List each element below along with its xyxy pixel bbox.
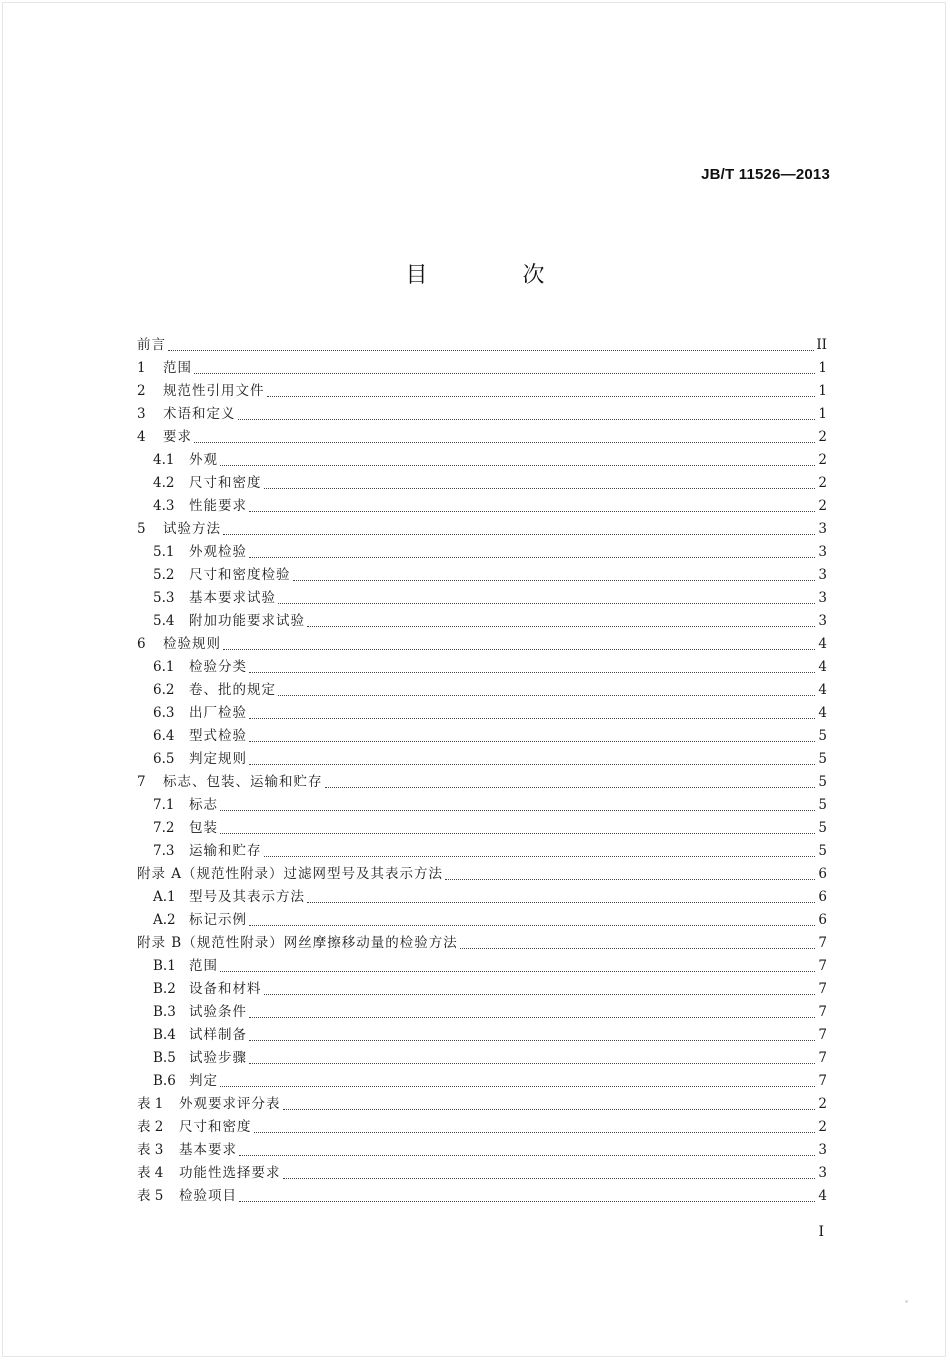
toc-entry[interactable] bbox=[137, 745, 827, 768]
toc-dot-leader bbox=[254, 1118, 816, 1133]
toc-entry-title: 试验条件 bbox=[189, 1004, 247, 1020]
toc-entry[interactable] bbox=[137, 515, 827, 538]
toc-entry-number: 表 1 bbox=[137, 1096, 164, 1112]
toc-entry[interactable] bbox=[137, 469, 827, 492]
toc-entry-number: 4 bbox=[137, 429, 146, 445]
toc-entry-title: 设备和材料 bbox=[189, 981, 262, 997]
toc-dot-leader bbox=[194, 359, 815, 374]
toc-entry[interactable] bbox=[137, 446, 827, 469]
toc-entry-title: 标志、包装、运输和贮存 bbox=[163, 774, 323, 790]
toc-entry[interactable] bbox=[137, 377, 827, 400]
toc-dot-leader bbox=[220, 957, 815, 972]
toc-dot-leader bbox=[220, 451, 815, 466]
toc-entry-number: B.4 bbox=[153, 1027, 176, 1043]
toc-entry-page: 5 bbox=[818, 843, 827, 859]
toc-dot-leader bbox=[325, 773, 816, 788]
toc-dot-leader bbox=[307, 612, 815, 627]
toc-entry-title: 判定规则 bbox=[189, 751, 247, 767]
toc-entry-number: B.2 bbox=[153, 981, 176, 997]
toc-entry-page: 6 bbox=[818, 912, 827, 928]
toc-dot-leader bbox=[249, 497, 815, 512]
toc-dot-leader bbox=[239, 1187, 815, 1202]
toc-entry-number: 7.2 bbox=[153, 820, 175, 836]
toc-entry[interactable] bbox=[137, 699, 827, 722]
toc-entry-page: 6 bbox=[818, 866, 827, 882]
toc-entry-title: 判定 bbox=[189, 1073, 218, 1089]
toc-entry-number: 1 bbox=[137, 360, 146, 376]
toc-entry-page: 7 bbox=[818, 1027, 827, 1043]
toc-entry-title: 外观 bbox=[189, 452, 218, 468]
toc-entry-title: 尺寸和密度 bbox=[189, 475, 262, 491]
toc-dot-leader bbox=[220, 796, 815, 811]
toc-entry-title: 功能性选择要求 bbox=[179, 1165, 281, 1181]
toc-dot-leader bbox=[293, 566, 816, 581]
toc-entry-title: 要求 bbox=[163, 429, 192, 445]
toc-entry[interactable] bbox=[137, 331, 827, 354]
toc-entry-page: 2 bbox=[818, 429, 827, 445]
toc-entry[interactable] bbox=[137, 952, 827, 975]
toc-entry[interactable] bbox=[137, 676, 827, 699]
toc-dot-leader bbox=[249, 543, 815, 558]
toc-dot-leader bbox=[249, 704, 815, 719]
toc-entry-number: 4.2 bbox=[153, 475, 175, 491]
toc-entry[interactable] bbox=[137, 791, 827, 814]
toc-entry-page: 5 bbox=[818, 751, 827, 767]
toc-dot-leader bbox=[264, 980, 816, 995]
toc-entry[interactable] bbox=[137, 1136, 827, 1159]
toc-entry-number: 6 bbox=[137, 636, 146, 652]
toc-entry-title: 型式检验 bbox=[189, 728, 247, 744]
toc-entry-title: 尺寸和密度 bbox=[179, 1119, 252, 1135]
toc-entry-title: 外观检验 bbox=[189, 544, 247, 560]
toc-dot-leader bbox=[264, 842, 816, 857]
toc-entry[interactable] bbox=[137, 929, 827, 952]
toc-entry[interactable] bbox=[137, 653, 827, 676]
toc-entry[interactable] bbox=[137, 1021, 827, 1044]
scan-speck bbox=[905, 1300, 908, 1303]
toc-entry-title: 标志 bbox=[189, 797, 218, 813]
toc-entry[interactable] bbox=[137, 423, 827, 446]
toc-entry-number: 表 2 bbox=[137, 1119, 164, 1135]
toc-entry-title: 范围 bbox=[163, 360, 192, 376]
toc-entry-title: 卷、批的规定 bbox=[189, 682, 276, 698]
toc-entry-title: 性能要求 bbox=[189, 498, 247, 514]
toc-entry-page: 7 bbox=[818, 958, 827, 974]
toc-entry-number: 7.3 bbox=[153, 843, 175, 859]
toc-dot-leader bbox=[194, 428, 815, 443]
toc-entry-page: 7 bbox=[818, 981, 827, 997]
toc-title: 目 次 bbox=[405, 263, 589, 288]
toc-entry-title: 附录 A（规范性附录）过滤网型号及其表示方法 bbox=[137, 866, 444, 882]
toc-entry-page: 5 bbox=[818, 774, 827, 790]
toc-dot-leader bbox=[249, 750, 815, 765]
toc-entry-number: B.5 bbox=[153, 1050, 176, 1066]
toc-entry-title: 型号及其表示方法 bbox=[189, 889, 305, 905]
toc-entry-number: 6.3 bbox=[153, 705, 175, 721]
toc-entry-title: 基本要求试验 bbox=[189, 590, 276, 606]
toc-entry-page: 7 bbox=[818, 1073, 827, 1089]
document-code: JB/T 11526—2013 bbox=[701, 166, 830, 183]
toc-entry-page: 2 bbox=[818, 452, 827, 468]
toc-entry[interactable] bbox=[137, 1044, 827, 1067]
toc-entry-page: 5 bbox=[818, 728, 827, 744]
toc-dot-leader bbox=[445, 865, 815, 880]
toc-entry-number: 5.2 bbox=[153, 567, 175, 583]
toc-dot-leader bbox=[238, 405, 816, 420]
toc-dot-leader bbox=[249, 658, 815, 673]
toc-entry[interactable] bbox=[137, 998, 827, 1021]
toc-entry-title: 术语和定义 bbox=[163, 406, 236, 422]
toc-entry-page: 4 bbox=[818, 636, 827, 652]
toc-entry-title: 标记示例 bbox=[189, 912, 247, 928]
toc-dot-leader bbox=[168, 336, 814, 351]
toc-dot-leader bbox=[220, 1072, 815, 1087]
toc-entry-number: 4.1 bbox=[153, 452, 175, 468]
toc-dot-leader bbox=[249, 1049, 815, 1064]
toc-dot-leader bbox=[249, 1003, 815, 1018]
toc-entry-title: 前言 bbox=[137, 337, 166, 353]
toc-entry-number: 2 bbox=[137, 383, 146, 399]
toc-entry[interactable] bbox=[137, 814, 827, 837]
toc-entry-number: 7 bbox=[137, 774, 146, 790]
toc-entry[interactable] bbox=[137, 400, 827, 423]
toc-entry-page: 4 bbox=[818, 1188, 827, 1204]
toc-entry-number: 6.2 bbox=[153, 682, 175, 698]
table-of-contents bbox=[137, 331, 827, 1205]
toc-entry-number: 表 4 bbox=[137, 1165, 164, 1181]
toc-entry-page: 4 bbox=[818, 705, 827, 721]
toc-entry-number: B.1 bbox=[153, 958, 176, 974]
toc-dot-leader bbox=[249, 1026, 815, 1041]
toc-dot-leader bbox=[249, 727, 815, 742]
toc-entry[interactable] bbox=[137, 906, 827, 929]
toc-entry-number: 6.5 bbox=[153, 751, 175, 767]
toc-entry-title: 包装 bbox=[189, 820, 218, 836]
toc-dot-leader bbox=[278, 589, 815, 604]
toc-dot-leader bbox=[283, 1095, 816, 1110]
toc-entry-title: 检验项目 bbox=[179, 1188, 237, 1204]
toc-entry-number: 5.1 bbox=[153, 544, 175, 560]
toc-entry-title: 出厂检验 bbox=[189, 705, 247, 721]
toc-entry[interactable] bbox=[137, 1159, 827, 1182]
toc-entry[interactable] bbox=[137, 1067, 827, 1090]
toc-entry-number: A.1 bbox=[153, 889, 176, 905]
toc-dot-leader bbox=[460, 934, 815, 949]
toc-entry[interactable] bbox=[137, 630, 827, 653]
toc-entry-page: 3 bbox=[818, 1165, 827, 1181]
toc-dot-leader bbox=[267, 382, 816, 397]
toc-entry[interactable] bbox=[137, 1090, 827, 1113]
toc-entry-page: 5 bbox=[818, 797, 827, 813]
toc-entry-title: 外观要求评分表 bbox=[179, 1096, 281, 1112]
toc-entry-page: 3 bbox=[818, 544, 827, 560]
toc-dot-leader bbox=[249, 911, 815, 926]
toc-entry-number: 5.3 bbox=[153, 590, 175, 606]
toc-entry-number: 4.3 bbox=[153, 498, 175, 514]
toc-dot-leader bbox=[223, 635, 815, 650]
toc-entry-page: 6 bbox=[818, 889, 827, 905]
toc-entry-number: 3 bbox=[137, 406, 146, 422]
toc-entry-page: 7 bbox=[818, 1050, 827, 1066]
toc-entry-title: 附加功能要求试验 bbox=[189, 613, 305, 629]
toc-entry-page: 1 bbox=[818, 406, 827, 422]
toc-entry-page: 5 bbox=[818, 820, 827, 836]
toc-entry-number: 表 5 bbox=[137, 1188, 164, 1204]
toc-entry-page: 2 bbox=[818, 475, 827, 491]
toc-entry-page: 3 bbox=[818, 613, 827, 629]
toc-entry-page: 4 bbox=[818, 659, 827, 675]
toc-entry-number: 6.1 bbox=[153, 659, 175, 675]
toc-entry[interactable] bbox=[137, 975, 827, 998]
toc-entry-title: 试验方法 bbox=[163, 521, 221, 537]
toc-dot-leader bbox=[307, 888, 815, 903]
toc-entry[interactable] bbox=[137, 607, 827, 630]
toc-entry-page: 3 bbox=[818, 521, 827, 537]
toc-dot-leader bbox=[239, 1141, 815, 1156]
toc-entry[interactable] bbox=[137, 860, 827, 883]
toc-entry-title: 运输和贮存 bbox=[189, 843, 262, 859]
toc-entry-page: 7 bbox=[818, 1004, 827, 1020]
toc-entry-page: 3 bbox=[818, 1142, 827, 1158]
toc-entry[interactable] bbox=[137, 837, 827, 860]
toc-entry-number: 7.1 bbox=[153, 797, 175, 813]
toc-entry-page: 1 bbox=[818, 383, 827, 399]
toc-entry-page: 2 bbox=[818, 498, 827, 514]
toc-entry-title: 附录 B（规范性附录）网丝摩擦移动量的检验方法 bbox=[137, 935, 458, 951]
toc-entry-number: 表 3 bbox=[137, 1142, 164, 1158]
toc-dot-leader bbox=[264, 474, 816, 489]
toc-entry-title: 检验规则 bbox=[163, 636, 221, 652]
toc-entry-title: 基本要求 bbox=[179, 1142, 237, 1158]
toc-entry[interactable] bbox=[137, 584, 827, 607]
toc-entry[interactable] bbox=[137, 883, 827, 906]
toc-dot-leader bbox=[223, 520, 815, 535]
toc-dot-leader bbox=[278, 681, 815, 696]
toc-entry-page: 3 bbox=[818, 567, 827, 583]
toc-entry-number: 5.4 bbox=[153, 613, 175, 629]
page-number: I bbox=[818, 1224, 824, 1240]
toc-entry[interactable] bbox=[137, 538, 827, 561]
toc-entry[interactable] bbox=[137, 492, 827, 515]
toc-entry-page: 3 bbox=[818, 590, 827, 606]
toc-entry-page: II bbox=[816, 337, 827, 353]
toc-entry-number: 5 bbox=[137, 521, 146, 537]
toc-entry-page: 4 bbox=[818, 682, 827, 698]
toc-entry[interactable] bbox=[137, 561, 827, 584]
toc-entry-number: 6.4 bbox=[153, 728, 175, 744]
toc-entry-page: 2 bbox=[818, 1096, 827, 1112]
toc-entry-title: 试样制备 bbox=[189, 1027, 247, 1043]
toc-entry-title: 范围 bbox=[189, 958, 218, 974]
toc-entry[interactable] bbox=[137, 768, 827, 791]
toc-entry-title: 尺寸和密度检验 bbox=[189, 567, 291, 583]
toc-entry-page: 1 bbox=[818, 360, 827, 376]
toc-entry-title: 检验分类 bbox=[189, 659, 247, 675]
toc-dot-leader bbox=[283, 1164, 816, 1179]
toc-entry-title: 试验步骤 bbox=[189, 1050, 247, 1066]
toc-entry-page: 7 bbox=[818, 935, 827, 951]
toc-entry[interactable] bbox=[137, 722, 827, 745]
toc-entry-number: B.6 bbox=[153, 1073, 176, 1089]
toc-entry-number: B.3 bbox=[153, 1004, 176, 1020]
toc-entry-number: A.2 bbox=[153, 912, 176, 928]
toc-entry-title: 规范性引用文件 bbox=[163, 383, 265, 399]
toc-entry[interactable] bbox=[137, 1113, 827, 1136]
toc-dot-leader bbox=[220, 819, 815, 834]
toc-entry[interactable] bbox=[137, 354, 827, 377]
toc-entry[interactable] bbox=[137, 1182, 827, 1205]
toc-entry-page: 2 bbox=[818, 1119, 827, 1135]
